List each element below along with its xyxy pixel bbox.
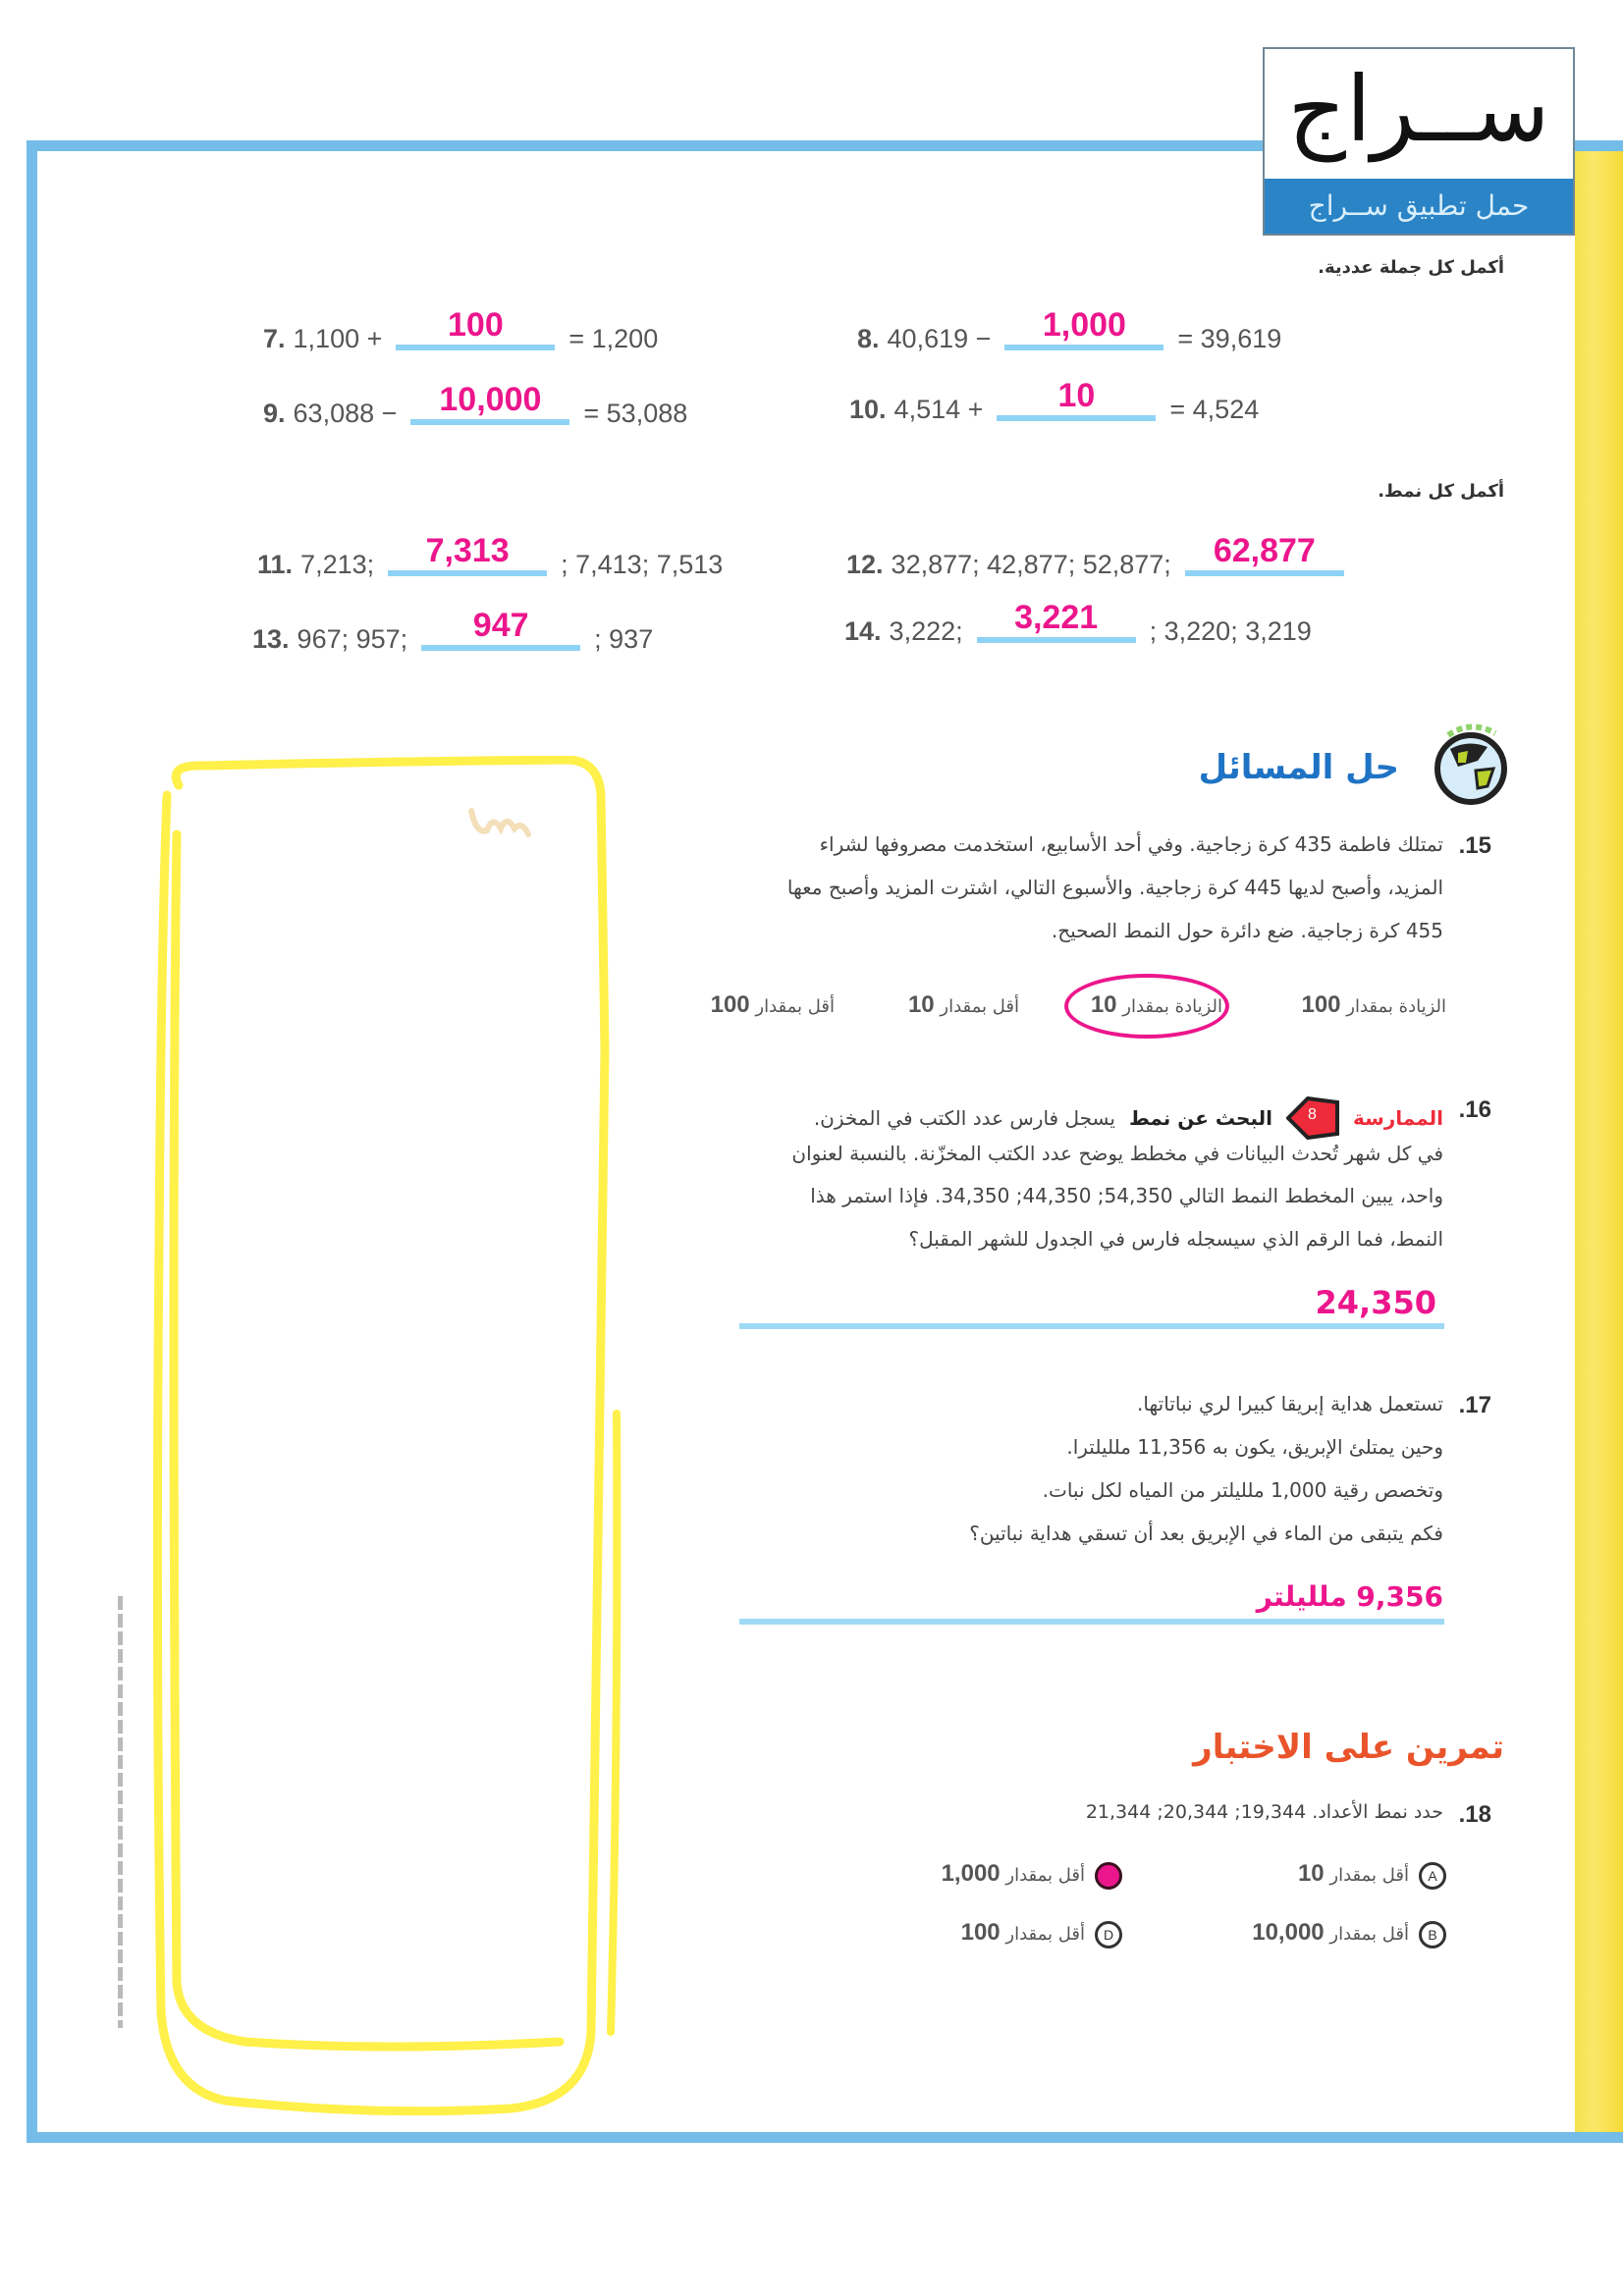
exercise-left: 63,088 − [293, 399, 398, 428]
exercise-right: = 39,619 [1177, 324, 1282, 353]
pattern-after: ; 7,413; 7,513 [561, 550, 724, 579]
exercise-left: 4,514 + [893, 395, 984, 424]
answer-text: 100 [448, 306, 504, 344]
answer-blank[interactable] [396, 306, 555, 350]
answer-circle [1064, 974, 1229, 1039]
exercise-9 [263, 381, 688, 429]
option-label: أقل بمقدار [1005, 1865, 1085, 1886]
practice-label: الممارسة [1352, 1106, 1443, 1130]
problem-17-line: فكم يتبقى من الماء في الإبريق بعد أن تسقي هداية نباتين؟ [969, 1522, 1443, 1545]
problem-17-line: وحين يمتلئ الإبريق، يكون به 11,356 ملليلترا. [1066, 1435, 1443, 1459]
badge-number: 8 [1307, 1106, 1317, 1123]
problem-18-question: حدد نمط الأعداد. 19,344; 20,344; 21,344 [1085, 1801, 1443, 1823]
highlighter-drawing [137, 756, 628, 2120]
p18-option-a[interactable] [1298, 1860, 1446, 1890]
problem-16-line: يسجل فارس عدد الكتب في المخزن. [813, 1106, 1115, 1130]
exercise-number: 11. [257, 550, 294, 579]
option-label: أقل بمقدار [940, 996, 1019, 1017]
pattern-after: ; 937 [594, 624, 654, 654]
exercise-7 [263, 306, 659, 354]
option-label: الزيادة بمقدار [1346, 996, 1446, 1017]
yellow-side-strip [1575, 151, 1623, 2132]
problem-16-number: .16 [1458, 1096, 1491, 1123]
pattern-before: 3,222; [889, 616, 963, 646]
pattern-before: 967; 957; [297, 624, 408, 654]
option-value: 10 [1297, 1860, 1325, 1887]
p18-option-c[interactable] [942, 1860, 1122, 1890]
option-label: الزيادة بمقدار [1122, 996, 1222, 1017]
exercise-8 [857, 306, 1282, 354]
exercise-right: = 4,524 [1169, 395, 1260, 424]
option-label: أقل بمقدار [1005, 1924, 1085, 1945]
option-label: أقل بمقدار [1329, 1865, 1409, 1886]
answer-text: 10,000 [439, 381, 542, 418]
globe-icon [1429, 718, 1513, 806]
option-value: 100 [960, 1919, 1001, 1946]
answer-text: 62,877 [1213, 532, 1316, 569]
option-label: أقل بمقدار [755, 996, 835, 1017]
answer-blank[interactable] [410, 381, 569, 425]
answer-blank[interactable] [421, 607, 580, 651]
answer-text: 947 [472, 607, 529, 644]
answer-blank[interactable] [997, 377, 1156, 421]
option-bubble[interactable]: D [1095, 1921, 1122, 1949]
answer-blank[interactable] [1185, 532, 1344, 576]
problem-15-line: المزيد، وأصبح لديها 445 كرة زجاجية. والأسبوع التالي، اشترت المزيد وأصبح معها [786, 876, 1443, 899]
siraj-logo[interactable] [1263, 47, 1575, 236]
option-label: أقل بمقدار [1329, 1924, 1409, 1945]
problem-solving-title: حل المسائل [1198, 748, 1399, 787]
exercise-11 [257, 532, 724, 580]
test-practice-title: تمرين على الاختبار [1193, 1728, 1504, 1767]
arrow-badge-icon [1286, 1096, 1339, 1140]
exercise-left: 1,100 + [293, 324, 383, 353]
section-heading-patterns: أكمل كل نمط. [1378, 481, 1504, 502]
option-value: 1,000 [941, 1860, 1001, 1887]
problem-16-line: في كل شهر تُحدث البيانات في مخطط يوضح عدد الكتب المخزّنة. بالنسبة لعنوان [791, 1142, 1443, 1165]
problem-15-number: .15 [1458, 832, 1491, 859]
p15-option[interactable] [908, 991, 1019, 1019]
answer-text: 3,221 [1014, 599, 1099, 636]
answer-blank[interactable] [977, 599, 1136, 643]
logo-word: ســراج [1287, 57, 1550, 162]
problem-17-line: تستعمل هداية إبريقا كبيرا لري نباتاتها. [1137, 1392, 1443, 1415]
option-bubble[interactable]: A [1419, 1862, 1446, 1890]
pattern-before: 32,877; 42,877; 52,877; [891, 550, 1171, 579]
option-value: 100 [710, 991, 750, 1018]
problem-18-number: .18 [1458, 1801, 1491, 1828]
option-value: 10 [1090, 991, 1117, 1018]
exercise-number: 14. [844, 616, 882, 646]
logo-tagline: حمل تطبيق ســراج [1265, 179, 1573, 234]
exercise-10 [849, 377, 1260, 425]
exercise-13 [252, 607, 654, 655]
p18-option-b[interactable] [1252, 1919, 1446, 1949]
p18-option-d[interactable] [961, 1919, 1122, 1949]
answer-line [739, 1619, 1444, 1625]
option-value: 10,000 [1252, 1919, 1325, 1946]
problem-15-line: 455 كرة زجاجية. ضع دائرة حول النمط الصحيح. [1051, 919, 1443, 942]
exercise-number: 12. [846, 550, 884, 579]
page-frame-bottom [27, 2132, 1623, 2143]
vertical-copyright-text [118, 1596, 123, 2028]
answer-text: 10 [1057, 377, 1096, 414]
strategy-label: البحث عن نمط [1128, 1106, 1272, 1130]
pattern-before: 7,213; [300, 550, 375, 579]
problem-17-answer[interactable]: 9,356 ملليلتر [1256, 1580, 1443, 1613]
exercise-number: 9. [263, 399, 286, 428]
exercise-number: 8. [857, 324, 880, 353]
p15-option[interactable] [1301, 991, 1446, 1019]
answer-blank[interactable] [1004, 306, 1163, 350]
option-value: 100 [1301, 991, 1341, 1018]
problem-16-line: واحد، يبين المخطط النمط التالي 54,350; 44,350; 34,350. فإذا استمر هذا [810, 1184, 1443, 1207]
exercise-12 [846, 532, 1350, 580]
exercise-14 [844, 599, 1312, 647]
answer-line [739, 1323, 1444, 1329]
exercise-right: = 1,200 [568, 324, 659, 353]
problem-16-line: النمط، فما الرقم الذي سيسجله فارس في الجدول للشهر المقبل؟ [908, 1227, 1443, 1251]
pattern-after: ; 3,220; 3,219 [1149, 616, 1312, 646]
answer-text: 7,313 [425, 532, 510, 569]
answer-text: 1,000 [1042, 306, 1126, 344]
exercise-right: = 53,088 [583, 399, 688, 428]
p15-option[interactable] [711, 991, 835, 1019]
problem-17-line: وتخصص رقية 1,000 ملليلتر من المياه لكل نبات. [1042, 1478, 1443, 1502]
page-frame-left [27, 140, 37, 2143]
option-bubble-selected[interactable] [1095, 1862, 1122, 1890]
section-heading-equations: أكمل كل جملة عددية. [1318, 257, 1504, 278]
exercise-left: 40,619 − [887, 324, 992, 353]
exercise-number: 10. [849, 395, 887, 424]
problem-17-number: .17 [1458, 1392, 1491, 1418]
exercise-number: 13. [252, 624, 290, 654]
answer-blank[interactable] [388, 532, 547, 576]
exercise-number: 7. [263, 324, 286, 353]
problem-15-line: تمتلك فاطمة 435 كرة زجاجية. وفي أحد الأسابيع، استخدمت مصروفها لشراء [819, 832, 1443, 856]
option-bubble[interactable]: B [1419, 1921, 1446, 1949]
problem-16-answer[interactable]: 24,350 [1315, 1284, 1436, 1321]
option-value: 10 [907, 991, 935, 1018]
problem-16-first-line [814, 1096, 1443, 1140]
